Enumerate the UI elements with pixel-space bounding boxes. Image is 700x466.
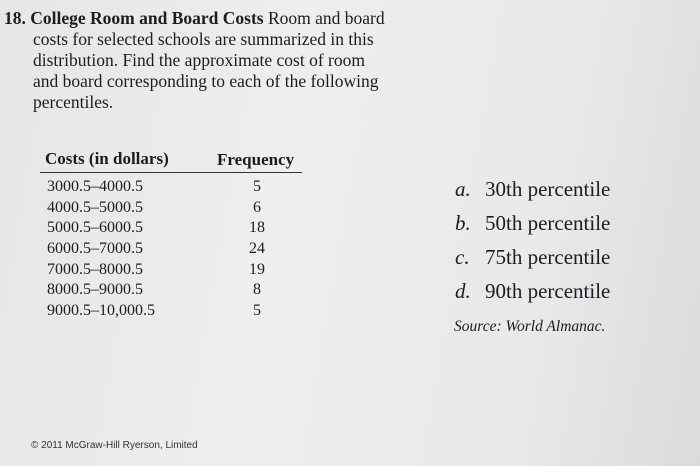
percentile-questions: [455, 177, 610, 313]
frequency-cell: 5: [253, 302, 261, 320]
problem-text-line: distribution. Find the approximate cost of room: [33, 50, 365, 70]
problem-text-line: Room and board: [267, 8, 385, 28]
table-row: [40, 281, 302, 302]
problem-text-line: costs for selected schools are summarized in this: [33, 29, 374, 49]
table-row: [40, 178, 302, 199]
cost-cell: 3000.5–4000.5: [47, 178, 143, 195]
problem-statement: [4, 8, 424, 113]
part-letter: b.: [455, 211, 471, 235]
frequency-cell: 24: [249, 240, 265, 258]
header-costs: Costs (in dollars): [45, 149, 169, 168]
part-text: 75th percentile: [485, 245, 611, 269]
copyright-notice: © 2011 McGraw-Hill Ryerson, Limited: [31, 440, 198, 451]
part-letter: d.: [455, 279, 471, 303]
part-text: 50th percentile: [485, 211, 611, 235]
problem-text-line: percentiles.: [33, 92, 114, 112]
frequency-cell: 5: [253, 178, 261, 195]
question-part-d: [455, 279, 610, 313]
frequency-cell: 6: [253, 198, 261, 216]
table-row: [40, 261, 302, 282]
header-frequency: Frequency: [217, 150, 295, 169]
cost-cell: 7000.5–8000.5: [47, 260, 143, 278]
part-letter: a.: [455, 177, 471, 201]
cost-cell: 6000.5–7000.5: [47, 240, 143, 258]
table-row: [40, 219, 302, 240]
source-citation: Source: World Almanac.: [454, 318, 606, 335]
problem-title: College Room and Board Costs: [30, 8, 264, 28]
table-row: [40, 240, 302, 261]
table-row: [40, 199, 302, 220]
table-row: [40, 302, 302, 323]
problem-text-line: and board corresponding to each of the following: [33, 71, 379, 91]
frequency-cell: 8: [253, 281, 261, 299]
part-text: 90th percentile: [485, 279, 611, 303]
cost-cell: 8000.5–9000.5: [47, 281, 143, 299]
frequency-table: [40, 146, 302, 323]
question-part-a: [455, 177, 610, 211]
cost-cell: 9000.5–10,000.5: [47, 302, 155, 320]
table-body: [40, 178, 302, 323]
cost-cell: 5000.5–6000.5: [47, 219, 143, 237]
table-header: [40, 146, 302, 173]
frequency-cell: 18: [249, 219, 265, 237]
problem-first-line: [4, 8, 424, 29]
question-part-b: [455, 211, 610, 245]
part-letter: c.: [455, 245, 470, 269]
cost-cell: 4000.5–5000.5: [47, 198, 143, 216]
problem-number: 18.: [4, 8, 26, 28]
frequency-cell: 19: [249, 260, 265, 278]
question-part-c: [455, 245, 610, 279]
part-text: 30th percentile: [485, 177, 611, 201]
